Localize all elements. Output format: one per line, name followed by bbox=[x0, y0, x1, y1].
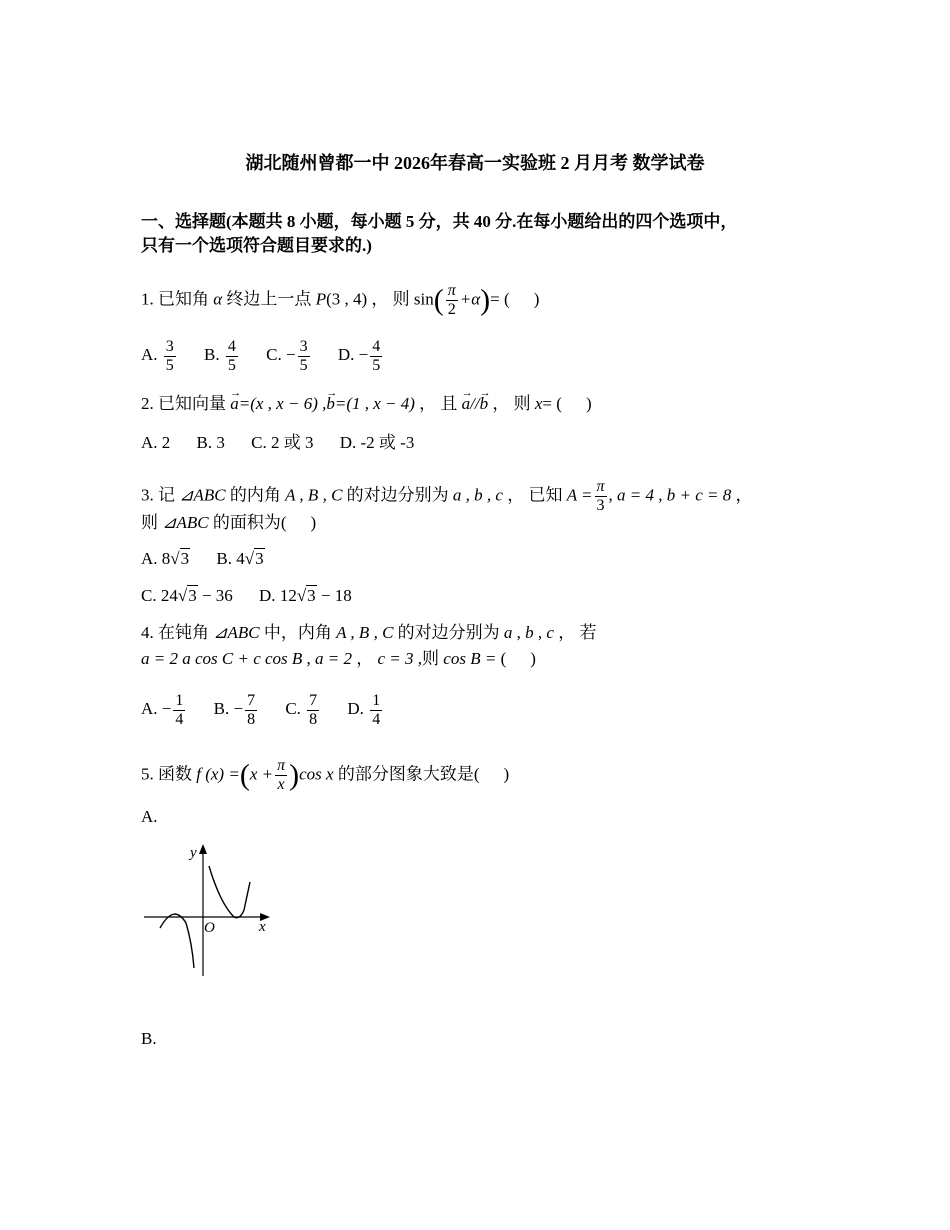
fraction bbox=[370, 338, 382, 375]
question-number: 1. bbox=[141, 289, 154, 309]
option-b[interactable] bbox=[213, 692, 259, 728]
fraction bbox=[595, 478, 607, 515]
option-d[interactable] bbox=[347, 692, 384, 728]
question-2-options bbox=[141, 432, 414, 454]
math-expression: f (x) = bbox=[196, 764, 240, 784]
origin-label: O bbox=[204, 920, 215, 936]
fraction-numerator: π bbox=[596, 478, 605, 495]
question-text: 记 bbox=[158, 485, 175, 505]
answer-bracket-close: ) bbox=[533, 289, 540, 309]
fraction-numerator: 3 bbox=[165, 338, 174, 355]
question-number: 2. bbox=[141, 394, 154, 413]
math-equals: = bbox=[490, 289, 500, 309]
math-expression: +α bbox=[459, 289, 481, 309]
option-b[interactable]: B. 4√3 bbox=[216, 549, 264, 568]
option-label: B. bbox=[213, 699, 230, 719]
vector-a: → a bbox=[230, 393, 239, 415]
fraction-numerator: 3 bbox=[299, 338, 308, 355]
option-c[interactable]: C. 24√3 − 36 bbox=[141, 586, 233, 605]
question-text: 终边上一点 bbox=[226, 289, 312, 309]
curve-right bbox=[209, 866, 250, 918]
paren-right: ) bbox=[480, 283, 491, 317]
option-label: B. bbox=[204, 345, 220, 365]
question-text: 中，内角 bbox=[263, 623, 332, 642]
option-sign: − bbox=[358, 345, 369, 365]
math-triangle: ⊿ABC bbox=[162, 513, 209, 532]
question-text: 的面积为( bbox=[212, 513, 287, 532]
answer-bracket-open: ( bbox=[504, 289, 510, 309]
fraction-denominator: 5 bbox=[165, 357, 174, 374]
option-label: A. bbox=[141, 699, 158, 719]
math-alpha: α bbox=[213, 289, 223, 309]
math-point-label: P bbox=[315, 289, 327, 309]
fraction-denominator: 8 bbox=[247, 711, 256, 728]
option-a-graph bbox=[140, 838, 280, 983]
option-coefficient: 24 bbox=[160, 586, 178, 605]
option-label: C. bbox=[285, 699, 301, 719]
math-angles: A , B , C bbox=[336, 623, 394, 642]
question-text: 的对边分别为 bbox=[397, 623, 500, 642]
fraction-numerator: π bbox=[447, 282, 456, 299]
fraction bbox=[245, 692, 257, 729]
paren-right: ) bbox=[289, 758, 300, 792]
question-1-options bbox=[141, 338, 384, 375]
option-c[interactable]: C. 2 或 3 bbox=[251, 433, 314, 452]
math-sin: sin bbox=[413, 289, 434, 309]
math-triangle: ⊿ABC bbox=[179, 485, 226, 505]
option-d[interactable] bbox=[337, 338, 384, 374]
option-sign: − bbox=[161, 699, 172, 719]
option-label: D. bbox=[337, 345, 355, 365]
math-expression: , a = 4 , b + c = 8 bbox=[608, 485, 732, 505]
option-rest: − 36 bbox=[201, 586, 233, 605]
option-a[interactable]: A. 2 bbox=[141, 433, 171, 452]
question-text: ,则 bbox=[417, 649, 440, 668]
fraction bbox=[370, 692, 382, 729]
vector-b: → b bbox=[480, 393, 489, 415]
answer-bracket-close: ) bbox=[310, 513, 317, 532]
curve-left bbox=[160, 914, 194, 968]
math-equals: = bbox=[542, 394, 553, 413]
option-coefficient: 8 bbox=[161, 549, 171, 568]
question-text: ， 若 bbox=[558, 623, 597, 642]
question-1 bbox=[141, 282, 539, 319]
question-number: 5. bbox=[141, 764, 154, 784]
question-3-line2 bbox=[141, 512, 316, 534]
option-c[interactable] bbox=[285, 692, 321, 728]
option-a[interactable]: A. 8√3 bbox=[141, 549, 190, 568]
fraction-denominator: 5 bbox=[299, 357, 308, 374]
option-b[interactable]: B. 3 bbox=[196, 433, 225, 452]
option-label: C. bbox=[266, 345, 282, 365]
question-text: ， 则 bbox=[371, 289, 410, 309]
option-d[interactable]: D. -2 或 -3 bbox=[339, 433, 415, 452]
option-coefficient: 12 bbox=[279, 586, 297, 605]
paren-left: ( bbox=[239, 758, 250, 792]
y-axis-arrow bbox=[199, 844, 207, 854]
option-label: C. bbox=[141, 586, 157, 605]
question-text: 的对边分别为 bbox=[346, 485, 449, 505]
question-5 bbox=[141, 757, 509, 794]
fraction-denominator: 5 bbox=[372, 357, 381, 374]
question-text: 函数 bbox=[158, 764, 192, 784]
fraction-numerator: 4 bbox=[227, 338, 236, 355]
option-radicand: 3 bbox=[307, 586, 316, 605]
question-text: ， bbox=[356, 649, 374, 668]
option-radicand: 3 bbox=[188, 586, 197, 605]
fraction-numerator: π bbox=[277, 757, 286, 774]
option-b[interactable] bbox=[204, 338, 240, 374]
option-label: D. bbox=[347, 699, 364, 719]
question-4-options bbox=[141, 692, 384, 729]
math-expression: cos x bbox=[299, 764, 334, 784]
fraction bbox=[164, 338, 176, 375]
option-radicand: 3 bbox=[255, 549, 264, 568]
answer-bracket-open: ( bbox=[500, 649, 507, 668]
math-expression: a = 2 a cos C + c cos B , a = 2 bbox=[141, 649, 353, 668]
fraction-numerator: 1 bbox=[372, 692, 381, 709]
fraction-numerator: 4 bbox=[372, 338, 381, 355]
math-expression: x + bbox=[249, 764, 274, 784]
math-sides: a , b , c bbox=[452, 485, 503, 505]
question-text: ， bbox=[735, 485, 753, 505]
paren-left: ( bbox=[433, 283, 444, 317]
fraction-denominator: 3 bbox=[596, 497, 605, 514]
math-parallel: // bbox=[470, 394, 480, 413]
fraction bbox=[173, 692, 185, 729]
question-text: ， 且 bbox=[419, 394, 458, 413]
option-sign: − bbox=[233, 699, 244, 719]
option-c[interactable] bbox=[266, 338, 311, 374]
fraction bbox=[226, 338, 238, 375]
option-rest: − 18 bbox=[320, 586, 352, 605]
question-3-options-row2 bbox=[141, 585, 352, 607]
math-angles: A , B , C bbox=[285, 485, 343, 505]
fraction bbox=[275, 757, 287, 794]
math-expression: c = 3 bbox=[377, 649, 414, 668]
math-point: (3 , 4) bbox=[326, 289, 368, 309]
math-expression: cos B = bbox=[443, 649, 497, 668]
section-header bbox=[141, 210, 737, 258]
option-label: D. bbox=[259, 586, 276, 605]
math-triangle: ⊿ABC bbox=[213, 623, 260, 642]
fraction-numerator: 7 bbox=[247, 692, 256, 709]
option-label: B. bbox=[216, 549, 232, 568]
math-expression: =(x , x − 6) , bbox=[238, 394, 327, 413]
question-3 bbox=[141, 478, 753, 515]
question-text: 已知向量 bbox=[158, 394, 226, 413]
math-expression: =(1 , x − 4) bbox=[334, 394, 415, 413]
vector-a: → a bbox=[462, 393, 471, 415]
fraction-numerator: 1 bbox=[175, 692, 184, 709]
section-header-line2: 只有一个选项符合题目要求的.) bbox=[141, 236, 372, 255]
fraction-denominator: 4 bbox=[372, 711, 381, 728]
option-b-label[interactable]: B. bbox=[141, 1029, 157, 1048]
option-label: A. bbox=[141, 345, 158, 365]
option-coefficient: 4 bbox=[236, 549, 245, 568]
option-a-label[interactable]: A. bbox=[141, 807, 158, 826]
fraction-denominator: 2 bbox=[447, 301, 456, 318]
x-axis-label: x bbox=[259, 919, 266, 935]
fraction bbox=[307, 692, 319, 729]
fraction bbox=[446, 282, 458, 319]
answer-bracket-close: ) bbox=[530, 649, 536, 668]
question-text: ， 已知 bbox=[507, 485, 563, 505]
fraction-numerator: 7 bbox=[309, 692, 318, 709]
question-4-line2 bbox=[141, 648, 536, 670]
question-text: 在钝角 bbox=[158, 623, 209, 642]
option-a[interactable] bbox=[141, 338, 178, 374]
question-text: ， 则 bbox=[492, 394, 531, 413]
page-title: 湖北随州曾都一中 2026年春高一实验班 2 月月考 数学试卷 bbox=[245, 153, 705, 173]
option-sign: − bbox=[285, 345, 296, 365]
y-axis-label: y bbox=[190, 845, 197, 861]
math-sides: a , b , c bbox=[503, 623, 554, 642]
option-radicand: 3 bbox=[180, 549, 190, 568]
section-header-line1: 一、选择题(本题共 8 小题，每小题 5 分，共 40 分.在每小题给出的四个选项中， bbox=[141, 212, 738, 231]
fraction-denominator: 8 bbox=[309, 711, 318, 728]
answer-bracket-close: ) bbox=[503, 764, 510, 784]
question-text: 的部分图象大致是( bbox=[337, 764, 480, 784]
option-d[interactable]: D. 12√3 − 18 bbox=[259, 586, 352, 605]
answer-bracket-open: ( bbox=[556, 394, 562, 413]
question-number: 3. bbox=[141, 485, 154, 505]
question-text: 则 bbox=[141, 513, 158, 532]
question-3-options-row1 bbox=[141, 548, 265, 570]
vector-b: → b bbox=[326, 393, 335, 415]
question-4 bbox=[141, 622, 596, 644]
fraction-denominator: 5 bbox=[227, 357, 236, 374]
fraction-denominator: 4 bbox=[175, 711, 184, 728]
option-a[interactable] bbox=[141, 692, 187, 728]
math-expression: A = bbox=[566, 485, 593, 505]
question-text: 已知角 bbox=[158, 289, 209, 309]
fraction-denominator: x bbox=[277, 776, 285, 793]
answer-bracket-close: ) bbox=[585, 394, 592, 413]
math-variable: x bbox=[534, 394, 543, 413]
question-number: 4. bbox=[141, 623, 154, 642]
option-label: A. bbox=[141, 549, 158, 568]
fraction bbox=[298, 338, 310, 375]
question-text: 的内角 bbox=[229, 485, 281, 505]
question-2 bbox=[141, 393, 592, 415]
